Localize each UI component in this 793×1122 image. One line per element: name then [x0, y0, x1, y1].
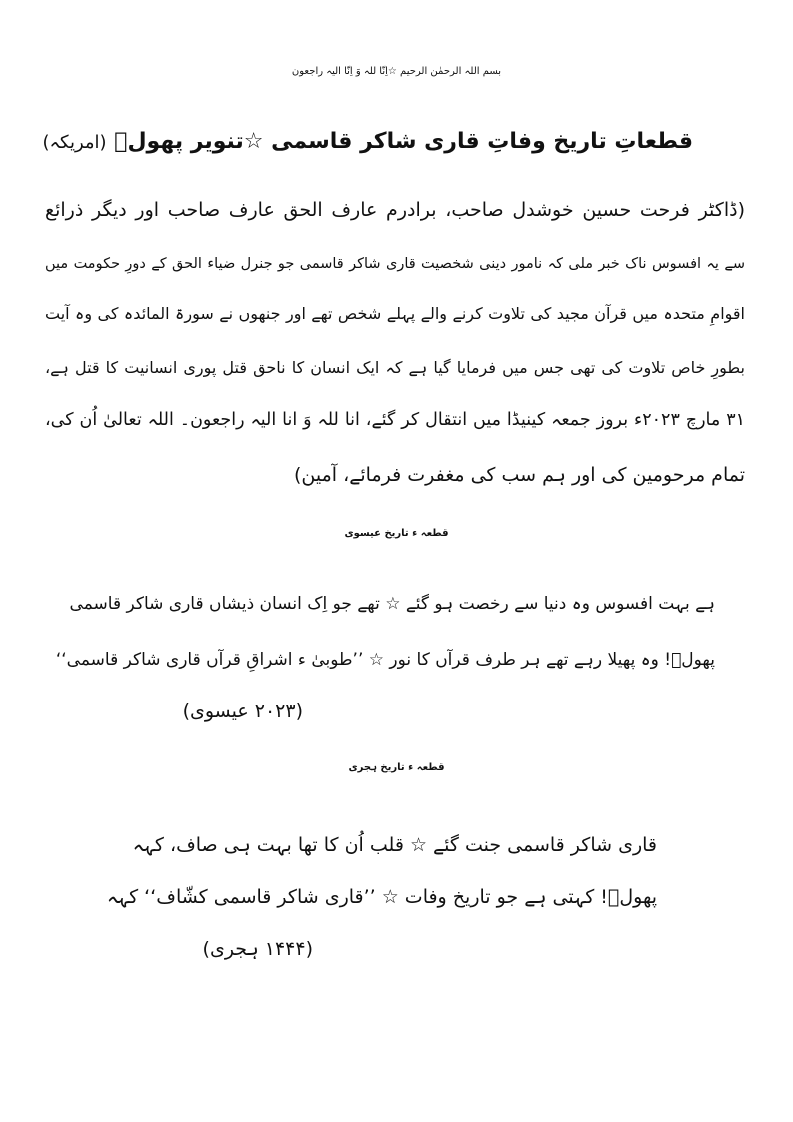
- year-label-hijri: (۱۴۴۴ ہجری): [202, 938, 313, 960]
- section-heading-hijri: قطعہ ء تاریخ ہجری: [348, 762, 445, 773]
- year-label-gregorian: (۲۰۲۳ عیسوی): [182, 700, 303, 722]
- verse-line: قاری شاکر قاسمی جنت گئے ☆ قلب اُن کا تھا بہت ہی صاف، کہہ: [132, 834, 657, 856]
- page-title: [42, 128, 693, 156]
- bismillah-line: بسم اللہ الرحمٰن الرحیم ☆اِنّا للہ وَ اِنّا الیہ راجعون: [291, 66, 502, 77]
- section-heading-gregorian: قطعہ ء تاریخ عیسوی: [344, 528, 449, 539]
- verse-line: ہے بہت افسوس وہ دنیا سے رخصت ہو گئے ☆ تھے جو اِک انسان ذیشاں قاری شاکر قاسمی: [69, 594, 715, 614]
- verse-line: پھولؔ! وہ پھیلا رہے تھے ہر طرف قرآں کا نور ☆ ’’طوبیٰ ء اشراقِ قرآں قاری شاکر قاسمی‘‘: [55, 650, 715, 670]
- intro-line: (ڈاکٹر فرحت حسین خوشدل صاحب، برادرم عارف الحق عارف صاحب اور دیگر ذرائع: [45, 199, 745, 221]
- intro-line: ۳۱ مارچ ۲۰۲۳ء بروز جمعہ کینیڈا میں انتقال کر گئے، انا للہ وَ انا الیہ راجعون۔ اللہ تعالیٰ اُن کی،: [45, 410, 745, 430]
- intro-line: تمام مرحومین کی اور ہم سب کی مغفرت فرمائے، آمین): [294, 464, 745, 486]
- intro-line: بطورِ خاص تلاوت کی تھی جس میں فرمایا گیا ہے کہ ایک انسان کا ناحق قتل پوری انسانیت کا قتل ہے،: [45, 358, 745, 377]
- title-location-note: (امریکہ): [42, 132, 107, 153]
- intro-line: سے یہ افسوس ناک خبر ملی کہ نامور دینی شخصیت قاری شاکر قاسمی جو جنرل ضیاء الحق کے دورِ حکومت میں: [45, 256, 745, 272]
- title-text: قطعاتِ تاریخ وفاتِ قاری شاکر قاسمی ☆تنویر پھولؔ: [114, 129, 693, 154]
- intro-line: اقوامِ متحدہ میں قرآن مجید کی تلاوت کرنے والے پہلے شخص تھے اور جنھوں نے سورۃ المائدہ کی وہ آیت: [45, 304, 745, 323]
- verse-line: پھولؔ! کہتی ہے جو تاریخ وفات ☆ ’’قاری شاکر قاسمی کشّاف‘‘ کہہ: [106, 886, 657, 908]
